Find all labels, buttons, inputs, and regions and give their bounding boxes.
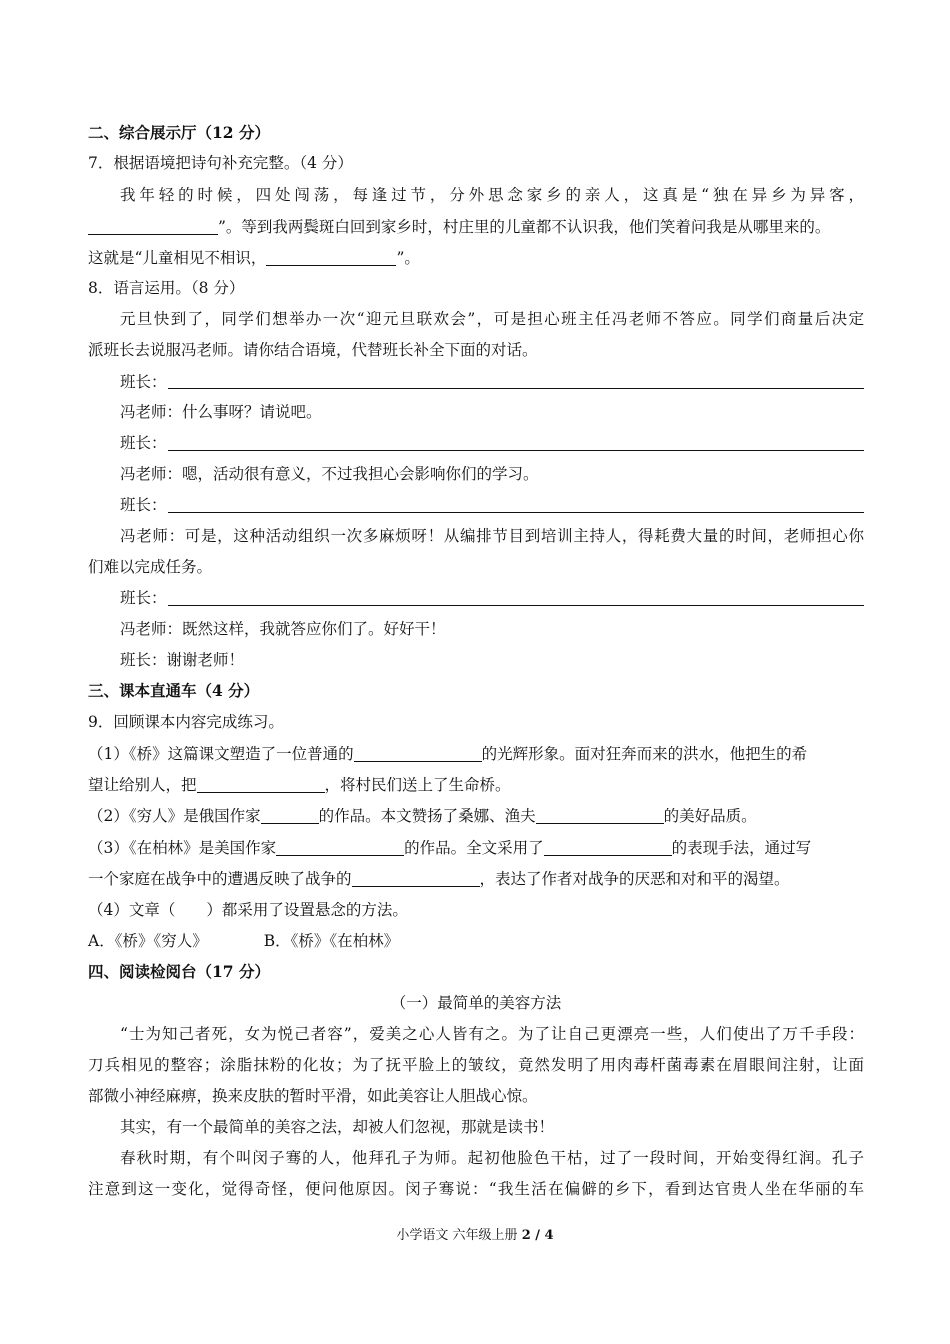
q8-intro-line1: 元旦快到了，同学们想举办一次“迎元旦联欢会”，可是担心班主任冯老师不答应。同学们商量后决定 [120,310,864,328]
dialog-teacher-1: 冯老师：什么事呀？请说吧。 [120,403,322,421]
q8-intro-line2: 派班长去说服冯老师。请你结合语境，代替班长补全下面的对话。 [88,341,538,359]
passage-p1-line3: 部微小神经麻痹，换来皮肤的暂时平滑，如此美容让人胆战心惊。 [88,1087,538,1105]
dialog-final: 班长：谢谢老师！ [120,651,245,669]
q9-blank-3[interactable] [261,805,319,824]
q9-item2-text-a: （2）《穷人》是俄国作家 [88,807,261,825]
q7-title: 7．根据语境把诗句补充完整。（4 分） [88,154,353,172]
q9-item3-text-c: 的表现手法，通过写 [671,839,812,857]
dialog-teacher-3a: 冯老师：可是，这种活动组织一次多麻烦呀！从编排节目到培训主持人，得耗费大量的时间，老师担心你 [120,527,864,545]
dialog-answer-line-3[interactable] [168,494,864,513]
dialog-answer-line-2[interactable] [168,432,864,451]
q9-option-b[interactable]: B．《桥》《在柏林》 [263,932,400,950]
q9-item1-text-b: 的光辉形象。面对狂奔而来的洪水，他把生的希 [481,745,808,763]
q7-blank-1[interactable] [88,216,218,235]
q9-item1-text-d: ，将村民们送上了生命桥。 [324,776,511,794]
q9-item2-text-b: 的作品。本文赞扬了桑娜、渔夫 [318,807,536,825]
dialog-teacher-2: 冯老师：嗯，活动很有意义，不过我担心会影响你们的学习。 [120,465,539,483]
q9-item2 [88,801,864,831]
q9-item2-text-c: 的美好品质。 [663,807,757,825]
q7-line2-text: ”。等到我两鬓斑白回到家乡时，村庄里的儿童都不认识我，他们笑着问我是从哪里来的。 [218,218,831,236]
q9-item3-line1 [88,833,864,863]
q7-text-line2 [88,212,864,242]
q9-item1-text-c: 望让给别人，把 [88,776,197,794]
q7-text-line1: 我年轻的时候，四处闯荡，每逢过节，分外思念家乡的亲人，这真是“独在异乡为异客， [120,186,864,204]
passage-p3-line2: 注意到这一变化，觉得奇怪，便问他原因。闵子骞说：“我生活在偏僻的乡下，看到达官贵人坐在华丽的车 [88,1180,864,1198]
q9-title: 9．回顾课本内容完成练习。 [88,713,284,731]
passage-p1-line2: 刀兵相见的整容；涂脂抹粉的化妆；为了抚平脸上的皱纹，竟然发明了用肉毒杆菌毒素在眉眼间注射，让面 [88,1056,864,1074]
dialog-teacher-4: 冯老师：既然这样，我就答应你们了。好好干！ [120,620,446,638]
section-2-heading: 二、综合展示厅（12 分） [88,123,270,142]
q7-text-line3 [88,243,864,273]
q8-title: 8．语言运用。（8 分） [88,279,245,297]
q9-blank-5[interactable] [276,837,404,856]
q7-line3-end: ”。 [396,249,420,267]
q9-blank-1[interactable] [354,743,482,762]
q9-item1-line1 [88,739,864,769]
q9-item1-text-a: （1）《桥》这篇课文塑造了一位普通的 [88,745,354,763]
dialog-monitor-label: 班长： [120,496,167,514]
page-number: 2 / 4 [521,1228,554,1243]
passage-p2: 其实，有一个最简单的美容之法，却被人们忽视，那就是读书！ [120,1118,555,1136]
section-4-heading: 四、阅读检阅台（17 分） [88,962,270,981]
dialog-answer-line-1[interactable] [168,370,864,389]
q9-blank-4[interactable] [536,805,664,824]
q9-item3-text-b: 的作品。全文采用了 [404,839,544,857]
q9-options [88,926,864,956]
dialog-monitor-label: 班长： [120,589,167,607]
q9-item4: （4）文章（ ）都采用了设置悬念的方法。 [88,901,408,919]
q9-blank-6[interactable] [544,837,672,856]
q9-item3-text-e: ，表达了作者对战争的厌恶和对和平的渴望。 [479,870,790,888]
q9-item3-line2 [88,864,864,894]
dialog-teacher-3b: 们难以完成任务。 [88,558,213,576]
q7-blank-2[interactable] [266,247,396,266]
q9-blank-7[interactable] [352,868,480,887]
passage-p1-line1: “士为知己者死，女为悦己者容”，爱美之心人皆有之。为了让自己更漂亮一些，人们使出了万千手段： [120,1025,864,1043]
q9-item1-line2 [88,770,864,800]
section-3-heading: 三、课本直通车（4 分） [88,681,260,700]
q7-line3-text: 这就是“儿童相见不相识， [88,249,267,267]
q9-blank-2[interactable] [197,774,325,793]
q9-item3-text-d: 一个家庭在战争中的遭遇反映了战争的 [88,870,352,888]
dialog-monitor-label: 班长： [120,434,167,452]
page-footer [0,1226,950,1246]
dialog-answer-line-4[interactable] [168,587,864,606]
q9-option-a[interactable]: A．《桥》《穷人》 [88,932,208,950]
footer-subject: 小学语文 六年级上册 [396,1228,522,1243]
passage-p3-line1: 春秋时期，有个叫闵子骞的人，他拜孔子为师。起初他脸色干枯，过了一段时间，开始变得红润。孔子 [120,1149,864,1167]
q9-item3-text-a: （3）《在柏林》是美国作家 [88,839,277,857]
passage-title: （一）最简单的美容方法 [390,994,562,1012]
dialog-monitor-label: 班长： [120,373,167,391]
